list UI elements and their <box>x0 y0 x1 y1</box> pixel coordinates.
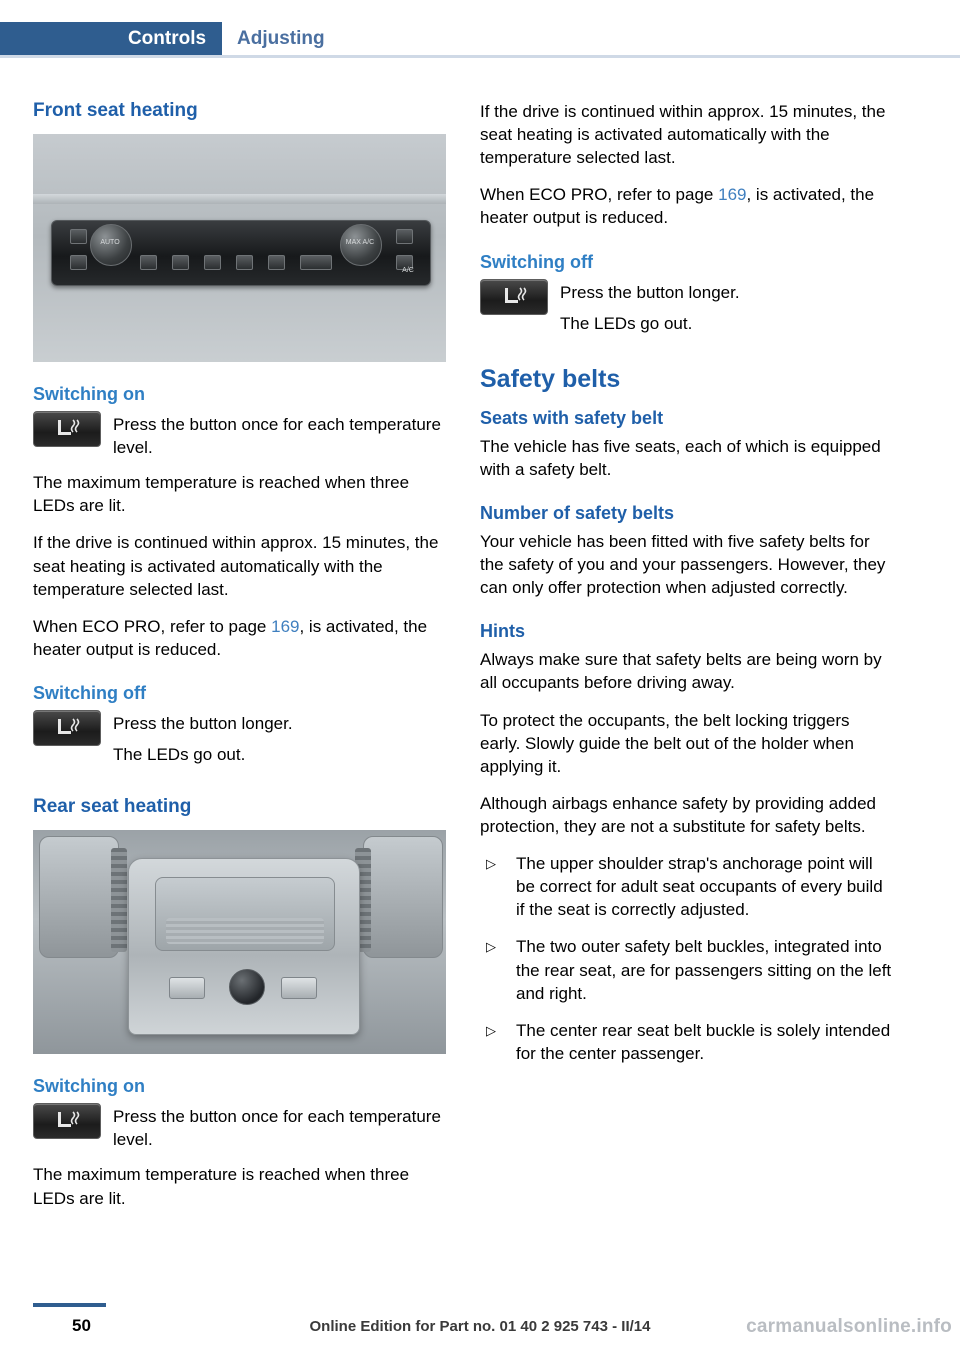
switching-on-heading-front: Switching on <box>33 384 145 404</box>
seat-heating-icon-glyph <box>52 717 82 739</box>
switching-off-front-text: Press the button longer. <box>113 713 293 733</box>
number-of-safety-belts-heading: Number of safety belts <box>480 502 675 523</box>
list-item <box>480 935 893 1004</box>
seat-heating-icon[interactable] <box>480 279 548 315</box>
switching-on-rear-row <box>33 1103 446 1151</box>
breadcrumb-section: Adjusting <box>237 27 325 49</box>
switching-on-front-text: Press the button once for each temperature level. <box>113 415 441 458</box>
seat-heating-icon[interactable] <box>33 1103 101 1139</box>
rear-seat-console-photo <box>33 830 446 1054</box>
airflow-windscreen-button-icon <box>268 255 285 270</box>
eco-pro-text-before: When ECO PRO, refer to page <box>33 616 272 636</box>
seat-heating-left-button-icon <box>70 229 87 244</box>
bullet-triangle-icon: ▷ <box>486 856 496 872</box>
front-climate-control-panel-photo <box>33 134 446 362</box>
switching-on-heading-rear: Switching on <box>33 1076 145 1097</box>
bullet-triangle-icon: ▷ <box>486 939 496 955</box>
defrost-button-icon <box>70 255 87 270</box>
hints-paragraph-1: Always make sure that safety belts are being worn by all occupants before driving away. <box>480 650 882 693</box>
rear-air-vent <box>229 969 265 1005</box>
list-item-text: The upper shoulder strap's anchorage point will be correct for adult seat occupants of every build if the seat is correctly adjusted. <box>516 854 883 920</box>
hints-paragraph-2: To protect the occupants, the belt locking triggers early. Slowly guide the belt out of the holder when applying it. <box>480 710 854 776</box>
header-left-bar <box>0 22 112 55</box>
hints-heading: Hints <box>480 621 525 642</box>
left-column <box>33 100 446 1224</box>
window-defog-button-icon <box>140 255 157 270</box>
page-reference-link[interactable]: 169 <box>718 185 747 205</box>
seat-heating-icon-glyph <box>52 418 82 440</box>
seat-belt-left <box>111 848 127 952</box>
fan-button-icon <box>396 229 413 244</box>
list-item-text: The center rear seat belt buckle is solely intended for the center passenger. <box>516 1020 891 1063</box>
list-item-text: The two outer safety belt buckles, integrated into the rear seat, are for passengers sitting on the left and right. <box>516 937 892 1003</box>
switching-off-heading-front: Switching off <box>33 682 146 703</box>
eco-pro-text-after: , is activated, the heater output is reduced. <box>33 616 428 659</box>
seats-with-safety-belt-heading: Seats with safety belt <box>480 407 664 428</box>
rear-center-console <box>128 858 360 1035</box>
switching-off-rear-row <box>480 279 893 335</box>
hints-bullet-list <box>480 852 893 1065</box>
rear-defrost-button-icon <box>300 255 332 270</box>
rear-seat-right <box>363 836 443 958</box>
climate-panel <box>51 220 431 286</box>
right-column <box>480 100 893 1079</box>
breadcrumb-chapter: Controls <box>112 22 222 55</box>
list-item <box>480 1019 893 1065</box>
air-recirculation-button-icon <box>172 255 189 270</box>
rear-max-temp-paragraph: The maximum temperature is reached when three LEDs are lit. <box>33 1165 410 1208</box>
header-divider <box>0 55 960 58</box>
right-eco-pro-paragraph <box>480 183 893 229</box>
seat-heating-icon[interactable] <box>33 710 101 746</box>
tray-texture <box>166 918 324 944</box>
photo-highlight <box>33 194 446 204</box>
right-drive-continued-paragraph: If the drive is continued within approx. 15 minutes, the seat heating is activated automatically with the temperature selected last. <box>480 102 886 168</box>
ac-label: A/C <box>402 267 414 274</box>
seat-heating-icon-glyph <box>499 286 529 308</box>
number-of-safety-belts-text: Your vehicle has been fitted with five safety belts for the safety of you and your passengers. However, they can only offer protection when adjusted correctly. <box>480 531 886 598</box>
rear-seat-heating-title: Rear seat heating <box>33 796 192 818</box>
eco-pro-text-before: When ECO PRO, refer to page <box>480 185 719 205</box>
seat-heating-icon[interactable] <box>33 411 101 447</box>
seats-with-safety-belt-text: The vehicle has five seats, each of which is equipped with a safety belt. <box>480 436 881 479</box>
max-ac-label: MAX A/C <box>345 239 375 246</box>
switching-off-heading-rear: Switching off <box>480 251 593 272</box>
auto-label: AUTO <box>100 239 120 246</box>
rear-seat-heating-right-button-icon <box>281 977 317 999</box>
page-number: 50 <box>72 1316 91 1335</box>
front-eco-pro-paragraph <box>33 615 446 661</box>
page-header <box>0 22 960 58</box>
front-seat-heating-title: Front seat heating <box>33 100 198 121</box>
hints-paragraph-3: Although airbags enhance safety by providing added protection, they are not a substitute for safety belts. <box>480 793 877 836</box>
airflow-body-button-icon <box>204 255 221 270</box>
seat-heating-icon-glyph <box>52 1110 82 1132</box>
eco-pro-text-after: , is activated, the heater output is reduced. <box>480 185 875 228</box>
rear-seat-heating-left-button-icon <box>169 977 205 999</box>
front-max-temp-paragraph: The maximum temperature is reached when three LEDs are lit. <box>33 473 410 516</box>
switching-on-front-row <box>33 411 446 459</box>
footer-divider <box>33 1303 106 1307</box>
footer-edition-text: Online Edition for Part no. 01 40 2 925 743 - II/14 <box>309 1318 651 1335</box>
rear-seat-left <box>39 836 119 958</box>
safety-belts-title: Safety belts <box>480 364 621 393</box>
switching-off-front-leds: The LEDs go out. <box>113 745 246 765</box>
storage-tray <box>155 877 335 951</box>
switching-off-rear-text: Press the button longer. <box>560 282 740 302</box>
switching-off-rear-leds: The LEDs go out. <box>560 313 693 333</box>
switching-on-rear-text: Press the button once for each temperature level. <box>113 1107 441 1150</box>
list-item <box>480 852 893 921</box>
airflow-footwell-button-icon <box>236 255 253 270</box>
page-reference-link[interactable]: 169 <box>271 616 300 636</box>
watermark: carmanualsonline.info <box>746 1316 952 1337</box>
switching-off-front-row <box>33 710 446 766</box>
front-drive-continued-paragraph: If the drive is continued within approx. 15 minutes, the seat heating is activated automatically with the temperature selected last. <box>33 533 439 599</box>
bullet-triangle-icon: ▷ <box>486 1022 496 1038</box>
